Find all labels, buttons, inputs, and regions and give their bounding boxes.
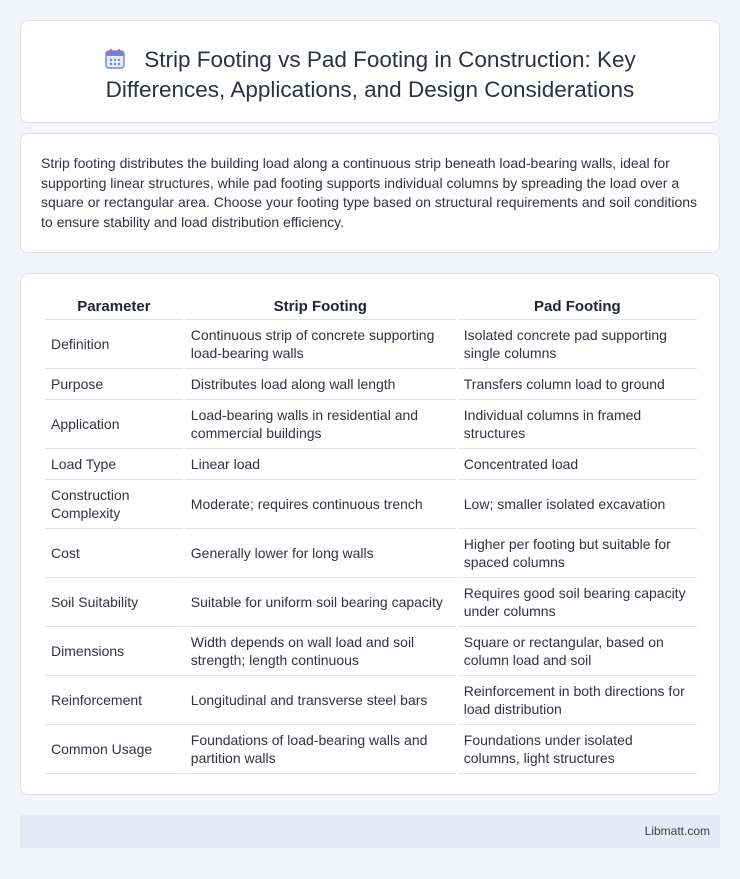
table-row <box>45 400 697 449</box>
row-pad-value: Higher per footing but suitable for spaced columns <box>458 529 697 578</box>
page-title: Strip Footing vs Pad Footing in Construction: Key Differences, Applications, and Design Considerations <box>105 47 636 102</box>
row-pad-value: Transfers column load to ground <box>458 369 697 400</box>
row-pad-value: Isolated concrete pad supporting single columns <box>458 320 697 369</box>
row-parameter: Cost <box>45 529 183 578</box>
table-row <box>45 529 697 578</box>
row-parameter: Load Type <box>45 449 183 480</box>
row-pad-value: Concentrated load <box>458 449 697 480</box>
row-strip-value: Generally lower for long walls <box>185 529 456 578</box>
row-pad-value: Low; smaller isolated excavation <box>458 480 697 529</box>
table-header-row <box>45 294 697 320</box>
table-row <box>45 480 697 529</box>
comparison-table <box>43 294 699 774</box>
row-pad-value: Square or rectangular, based on column load and soil <box>458 627 697 676</box>
row-pad-value: Individual columns in framed structures <box>458 400 697 449</box>
table-row <box>45 725 697 774</box>
row-parameter: Dimensions <box>45 627 183 676</box>
header-parameter: Parameter <box>45 294 183 320</box>
table-row <box>45 676 697 725</box>
table-row <box>45 369 697 400</box>
row-pad-value: Foundations under isolated columns, light structures <box>458 725 697 774</box>
title-card <box>20 20 720 123</box>
row-strip-value: Suitable for uniform soil bearing capacity <box>185 578 456 627</box>
row-strip-value: Distributes load along wall length <box>185 369 456 400</box>
row-strip-value: Continuous strip of concrete supporting load-bearing walls <box>185 320 456 369</box>
row-strip-value: Load-bearing walls in residential and commercial buildings <box>185 400 456 449</box>
header-strip-footing: Strip Footing <box>185 294 456 320</box>
row-pad-value: Requires good soil bearing capacity under columns <box>458 578 697 627</box>
row-pad-value: Reinforcement in both directions for load distribution <box>458 676 697 725</box>
row-strip-value: Linear load <box>185 449 456 480</box>
row-parameter: Construction Complexity <box>45 480 183 529</box>
table-row <box>45 320 697 369</box>
page-title-wrap <box>21 45 719 105</box>
row-parameter: Soil Suitability <box>45 578 183 627</box>
comparison-table-card <box>20 273 720 795</box>
row-parameter: Common Usage <box>45 725 183 774</box>
row-parameter: Reinforcement <box>45 676 183 725</box>
row-parameter: Purpose <box>45 369 183 400</box>
row-strip-value: Foundations of load-bearing walls and partition walls <box>185 725 456 774</box>
table-row <box>45 578 697 627</box>
row-parameter: Application <box>45 400 183 449</box>
footer-brand-link[interactable]: Libmatt.com <box>644 824 710 838</box>
table-row <box>45 449 697 480</box>
row-strip-value: Width depends on wall load and soil strength; length continuous <box>185 627 456 676</box>
table-row <box>45 627 697 676</box>
intro-text: Strip footing distributes the building load along a continuous strip beneath load-bearing walls, ideal for supporting linear structures, while pad footing supports individual columns by spreading the load over a square or rectangular area. Choose your footing type based on structural requirements and soil conditions to ensure stability and load distribution efficiency. <box>41 155 698 230</box>
row-parameter: Definition <box>45 320 183 369</box>
calendar-icon <box>104 48 126 70</box>
header-pad-footing: Pad Footing <box>458 294 697 320</box>
row-strip-value: Longitudinal and transverse steel bars <box>185 676 456 725</box>
intro-card <box>20 133 720 253</box>
row-strip-value: Moderate; requires continuous trench <box>185 480 456 529</box>
footer-bar <box>20 815 720 848</box>
